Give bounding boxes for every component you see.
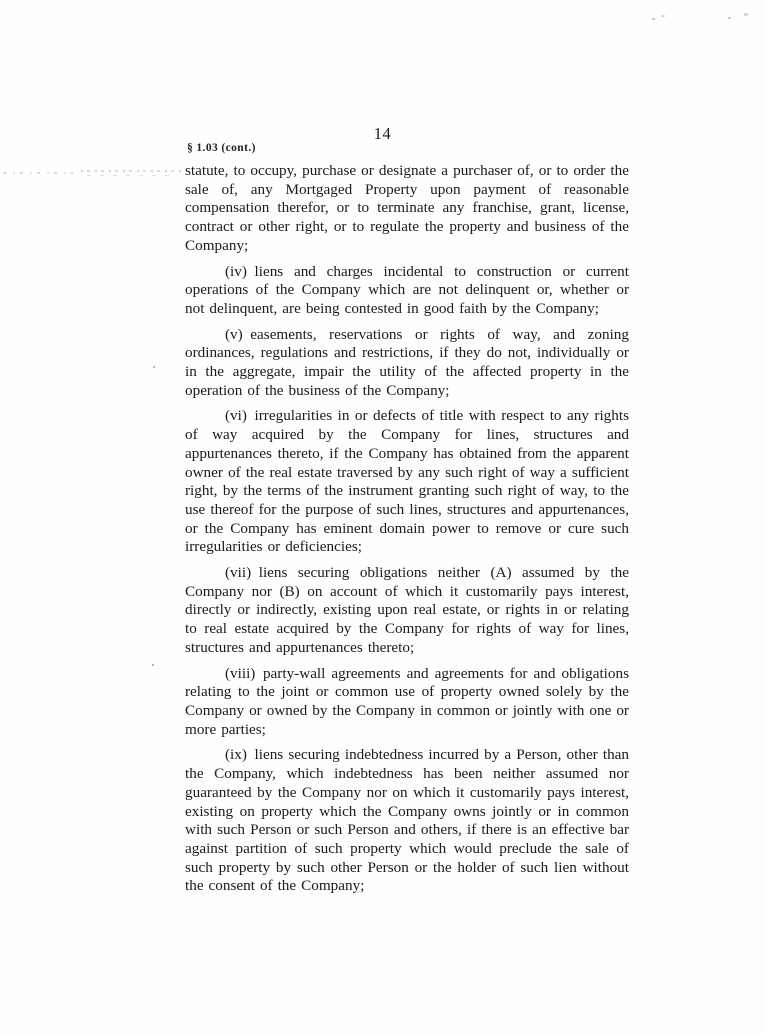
clause-paragraph-v: (v) easements, reservations or rights of way, and zoning ordinances, regulations and restrictions, if they do not, individually or in the aggregate, impair the utility of the affected property in the operation of the business of the Company; — [185, 325, 629, 399]
section-continuation-label: § 1.03 (cont.) — [187, 142, 256, 154]
smudge-dashes — [81, 170, 181, 172]
clause-paragraph-vii: (vii) liens securing obligations neither (A) assumed by the Company nor (B) on account of which it customarily pays interest, directly or indirectly, existing upon real estate, or rights in or relating to real estate acquired by the Company for rights of way for lines, structures and appurtenances thereto; — [185, 564, 629, 656]
scan-artifact-top-right-1 — [648, 14, 678, 26]
clause-paragraph-ix: (ix) liens securing indebtedness incurred by a Person, other than the Company, which indebtedness has been neither assumed nor guaranteed by the Company nor on which it customarily pays interest, existing on property which the Company owns jointly or in common with such Person or such Person and others, if there is an effective bar against partition of such property which would preclude the sale of such property by such other Person or the holder of such lien without the consent of the Company; — [185, 746, 629, 895]
clause-paragraph-viii: (viii) party-wall agreements and agreements for and obligations relating to the joint or common use of property owned solely by the Company or owned by the Company in common or jointly with one or more parties; — [185, 664, 629, 738]
scan-artifact-margin-smudge — [3, 169, 181, 179]
clause-paragraph-vi: (vi) irregularities in or defects of title with respect to any rights of way acquired by the Company for lines, structures and appurtenances thereto, if the Company has obtained from the apparent owner of the real estate traversed by any such right of way a sufficient right, by the terms of the instrument granting such right of way, to the use thereof for the purpose of such lines, structures and appurtenances, or the Company has eminent domain power to remove or cure such irregularities or deficiencies; — [185, 407, 629, 556]
continuation-paragraph: statute, to occupy, purchase or designate a purchaser of, or to order the sale of, any Mortgaged Property upon payment of reasonable compensation therefor, or to terminate any franchise, grant, license, contract or other right, or to regulate the property and business of the Company; — [185, 162, 629, 254]
scan-speck — [152, 664, 154, 666]
scan-artifact-top-right-2 — [726, 12, 752, 24]
clause-paragraph-iv: (iv) liens and charges incidental to construction or current operations of the Company which are not delinquent or, whether or not delinquent, are being contested in good faith by the Company; — [185, 262, 629, 317]
page-number: 14 — [373, 124, 392, 143]
smudge-dashes — [87, 175, 177, 176]
scan-speck — [153, 366, 155, 368]
smudge-dashes — [3, 172, 73, 174]
document-body — [185, 162, 629, 903]
